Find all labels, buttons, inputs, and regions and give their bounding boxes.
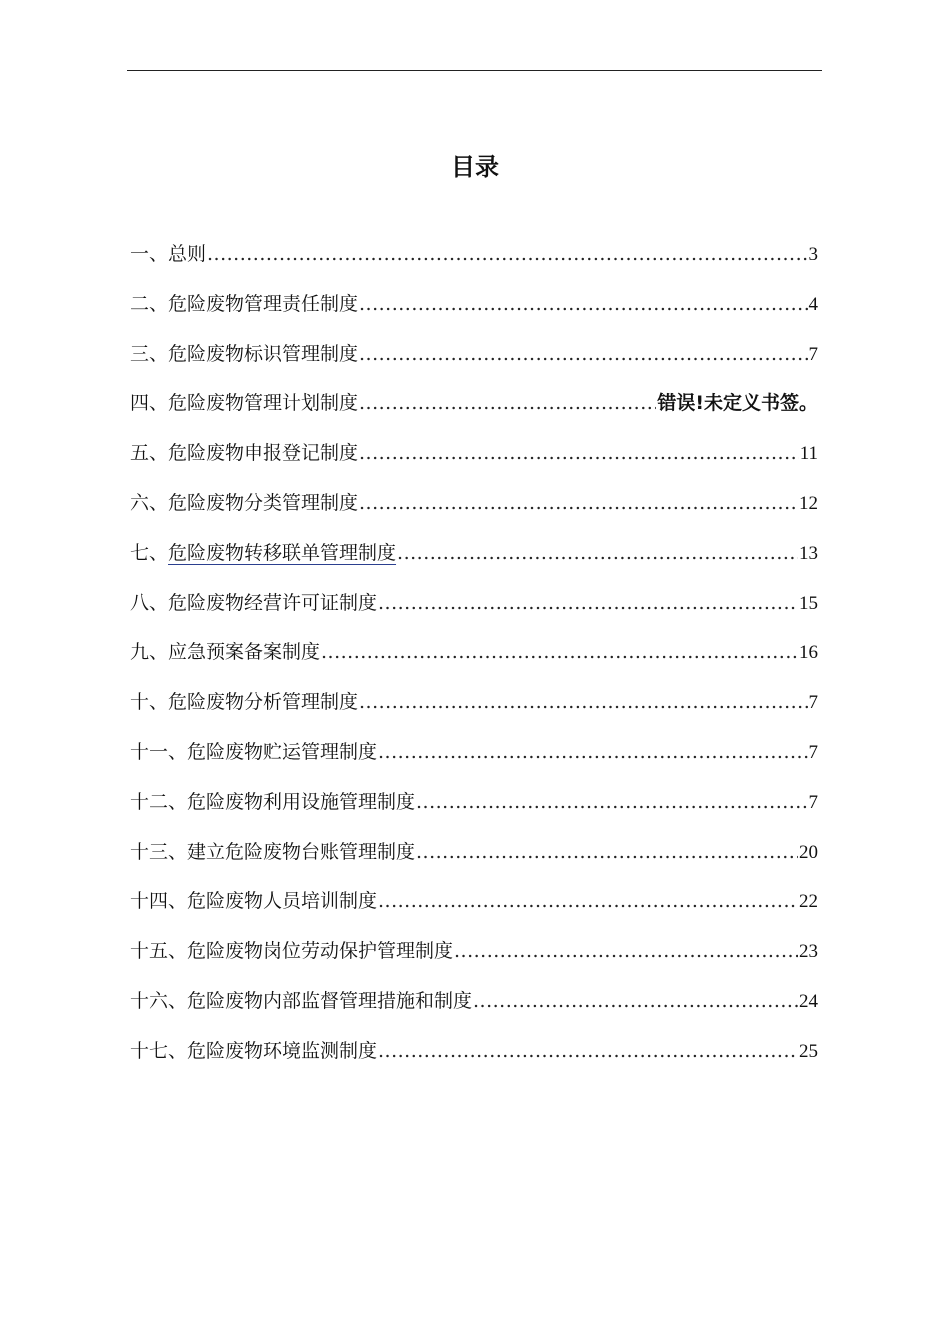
toc-dot-leader [207, 238, 807, 270]
toc-entry[interactable] [130, 288, 818, 338]
toc-dot-leader [473, 985, 798, 1017]
toc-page-number: 15 [799, 592, 818, 614]
toc-dot-leader [378, 1035, 798, 1067]
toc-dot-leader [454, 935, 798, 967]
toc-dot-leader [378, 587, 798, 619]
toc-page-number: 13 [799, 542, 818, 564]
toc-entry[interactable] [130, 736, 818, 786]
toc-dot-leader [321, 636, 798, 668]
toc-entry-link-text[interactable]: 危险废物转移联单管理制度 [168, 541, 397, 564]
toc-entry[interactable] [130, 1035, 818, 1085]
toc-entry[interactable] [130, 487, 818, 537]
toc-entry[interactable] [130, 587, 818, 637]
toc-page-error: 错误!未定义书签。 [657, 392, 818, 415]
toc-entry-label: 十二、危险废物利用设施管理制度 [130, 790, 416, 813]
toc-page-number: 7 [808, 343, 818, 365]
toc-dot-leader [397, 537, 798, 569]
toc-dot-leader [359, 288, 807, 320]
header-rule [127, 70, 822, 71]
toc-entry-label: 十五、危险废物岗位劳动保护管理制度 [130, 940, 454, 963]
toc-page-number: 24 [799, 990, 818, 1012]
toc-page-number: 7 [808, 692, 818, 714]
toc-dot-leader [359, 387, 656, 419]
toc-entry[interactable] [130, 437, 818, 487]
toc-entry-label: 八、危险废物经营许可证制度 [130, 591, 378, 614]
toc-page-number: 12 [799, 492, 818, 514]
toc-dot-leader [359, 338, 807, 370]
toc-dot-leader [359, 437, 799, 469]
toc-entry-label [130, 537, 396, 569]
toc-dot-leader [378, 736, 807, 768]
toc-dot-leader [416, 836, 798, 868]
toc-entry-label: 十一、危险废物贮运管理制度 [130, 740, 378, 763]
toc-dot-leader [416, 786, 807, 818]
toc-dot-leader [359, 487, 798, 519]
toc-entry-label: 十三、建立危险废物台账管理制度 [130, 840, 416, 863]
toc-entry-label: 三、危险废物标识管理制度 [130, 342, 359, 365]
toc-entry-label: 九、应急预案备案制度 [130, 641, 321, 664]
toc-page-number: 23 [799, 941, 818, 963]
toc-page-number: 22 [799, 891, 818, 913]
toc-page-number: 7 [808, 791, 818, 813]
toc-entry-label: 十、危险废物分析管理制度 [130, 691, 359, 714]
toc-entry-label: 四、危险废物管理计划制度 [130, 392, 359, 415]
toc-entry[interactable] [130, 686, 818, 736]
toc-page-number: 25 [799, 1040, 818, 1062]
toc-entry[interactable] [130, 338, 818, 388]
toc-page-number: 7 [808, 741, 818, 763]
toc-entry[interactable] [130, 537, 818, 587]
toc-page-number: 16 [799, 642, 818, 664]
toc-page-number: 20 [799, 841, 818, 863]
toc-entry[interactable] [130, 387, 818, 437]
toc-page-number: 4 [808, 293, 818, 315]
toc-page-number: 11 [799, 443, 818, 465]
toc-dot-leader [378, 885, 798, 917]
toc-list [130, 238, 818, 1085]
toc-entry[interactable] [130, 636, 818, 686]
toc-entry[interactable] [130, 985, 818, 1035]
toc-entry[interactable] [130, 836, 818, 886]
toc-dot-leader [359, 686, 807, 718]
toc-entry-label: 十七、危险废物环境监测制度 [130, 1039, 378, 1062]
toc-entry-label: 五、危险废物申报登记制度 [130, 442, 359, 465]
toc-entry-label: 一、总则 [130, 243, 207, 265]
toc-entry[interactable] [130, 885, 818, 935]
toc-entry-number: 七、 [130, 541, 169, 564]
toc-entry-label: 二、危险废物管理责任制度 [130, 292, 359, 315]
toc-entry-label: 十六、危险废物内部监督管理措施和制度 [130, 989, 473, 1012]
toc-title: 目录 [451, 153, 499, 181]
toc-entry[interactable] [130, 935, 818, 985]
toc-entry-label: 十四、危险废物人员培训制度 [130, 890, 378, 913]
toc-entry[interactable] [130, 786, 818, 836]
toc-entry[interactable] [130, 238, 818, 288]
toc-entry-label: 六、危险废物分类管理制度 [130, 491, 359, 514]
toc-page-number: 3 [808, 244, 818, 265]
